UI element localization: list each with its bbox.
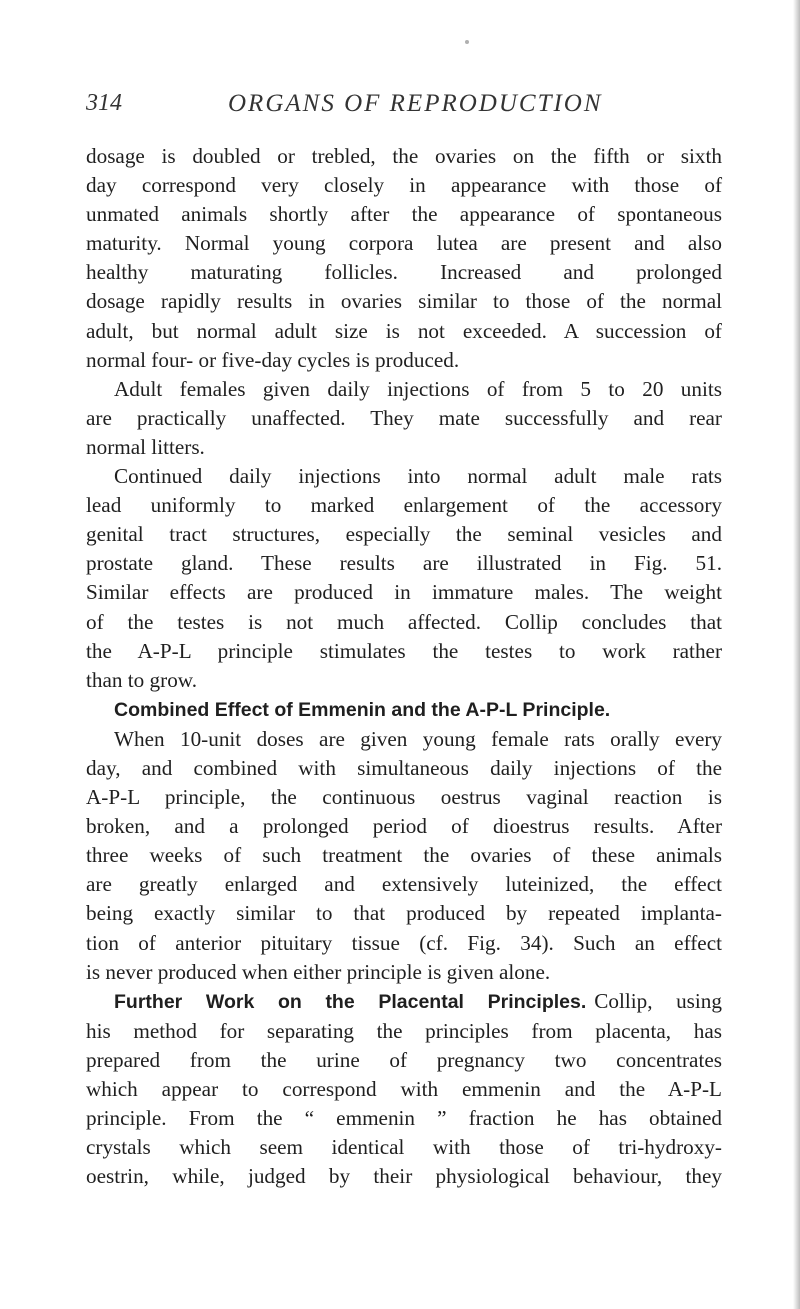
section-heading: Further Work on the Placental Principles. bbox=[114, 990, 587, 1013]
text-line: normal litters. bbox=[86, 434, 205, 459]
text-line: are practically unaffected. They mate successfully and rear bbox=[86, 405, 722, 430]
text-line: his method for separating the principles from placenta, has bbox=[86, 1018, 722, 1043]
text-line: dosage is doubled or trebled, the ovaries on the fifth or sixth bbox=[86, 144, 722, 168]
section-heading-line bbox=[86, 695, 722, 725]
body-text bbox=[86, 142, 722, 1191]
text-line: genital tract structures, especially the seminal vesicles and bbox=[86, 522, 722, 547]
text-line bbox=[86, 987, 722, 1017]
text-line: day, and combined with simultaneous daily injections of the bbox=[86, 755, 722, 780]
text-line: the A-P-L principle stimulates the testes to work rather bbox=[86, 638, 722, 663]
text-line: When 10-unit doses are given young female rats orally every bbox=[114, 726, 722, 751]
section-heading: Combined Effect of Emmenin and the A-P-L Principle. bbox=[114, 698, 611, 721]
text-line: is never produced when either principle is given alone. bbox=[86, 959, 551, 984]
text-line: prostate gland. These results are illustrated in Fig. 51. bbox=[86, 551, 722, 576]
text-line: three weeks of such treatment the ovaries of these animals bbox=[86, 843, 722, 868]
page-number: 314 bbox=[86, 90, 122, 116]
page-edge bbox=[793, 0, 800, 1309]
text-line: maturity. Normal young corpora lutea are present and also bbox=[86, 231, 722, 256]
text-line: crystals which seem identical with those of tri-hydroxy- bbox=[86, 1135, 722, 1160]
text-line: prepared from the urine of pregnancy two concentrates bbox=[86, 1047, 722, 1072]
text-line: broken, and a prolonged period of dioestrus results. After bbox=[86, 814, 722, 839]
text-line: adult, but normal adult size is not exceeded. A succession of bbox=[86, 318, 722, 343]
text-line: day correspond very closely in appearance with those of bbox=[86, 173, 722, 198]
page-header bbox=[86, 90, 716, 126]
text-line: unmated animals shortly after the appearance of spontaneous bbox=[86, 202, 722, 227]
text-line: healthy maturating follicles. Increased and prolonged bbox=[86, 260, 722, 285]
text-line: Adult females given daily injections of from 5 to 20 units bbox=[114, 376, 722, 401]
text-line: dosage rapidly results in ovaries similar to those of the normal bbox=[86, 289, 722, 314]
text-line: are greatly enlarged and extensively luteinized, the effect bbox=[86, 872, 722, 897]
text-line: Similar effects are produced in immature males. The weight bbox=[86, 580, 722, 605]
text-line: than to grow. bbox=[86, 667, 198, 692]
text-line: which appear to correspond with emmenin and the A-P-L bbox=[86, 1077, 722, 1101]
text-line: normal four- or five-day cycles is produced. bbox=[86, 347, 460, 372]
text-line: A-P-L principle, the continuous oestrus vaginal reaction is bbox=[86, 785, 722, 810]
text-line: principle. From the “ emmenin ” fraction he has obtained bbox=[86, 1106, 722, 1131]
text-line: Continued daily injections into normal adult male rats bbox=[114, 464, 722, 489]
text-run: Collip, using bbox=[594, 988, 722, 1013]
text-line: tion of anterior pituitary tissue (cf. Fig. 34). Such an effect bbox=[86, 930, 722, 955]
text-line: oestrin, while, judged by their physiological behaviour, they bbox=[86, 1164, 722, 1189]
text-line: of the testes is not much affected. Collip concludes that bbox=[86, 609, 722, 634]
running-title: ORGANS OF REPRODUCTION bbox=[228, 90, 603, 117]
text-line: lead uniformly to marked enlargement of the accessory bbox=[86, 493, 722, 518]
text-line: being exactly similar to that produced by repeated implanta- bbox=[86, 901, 722, 926]
print-speck bbox=[465, 40, 469, 44]
